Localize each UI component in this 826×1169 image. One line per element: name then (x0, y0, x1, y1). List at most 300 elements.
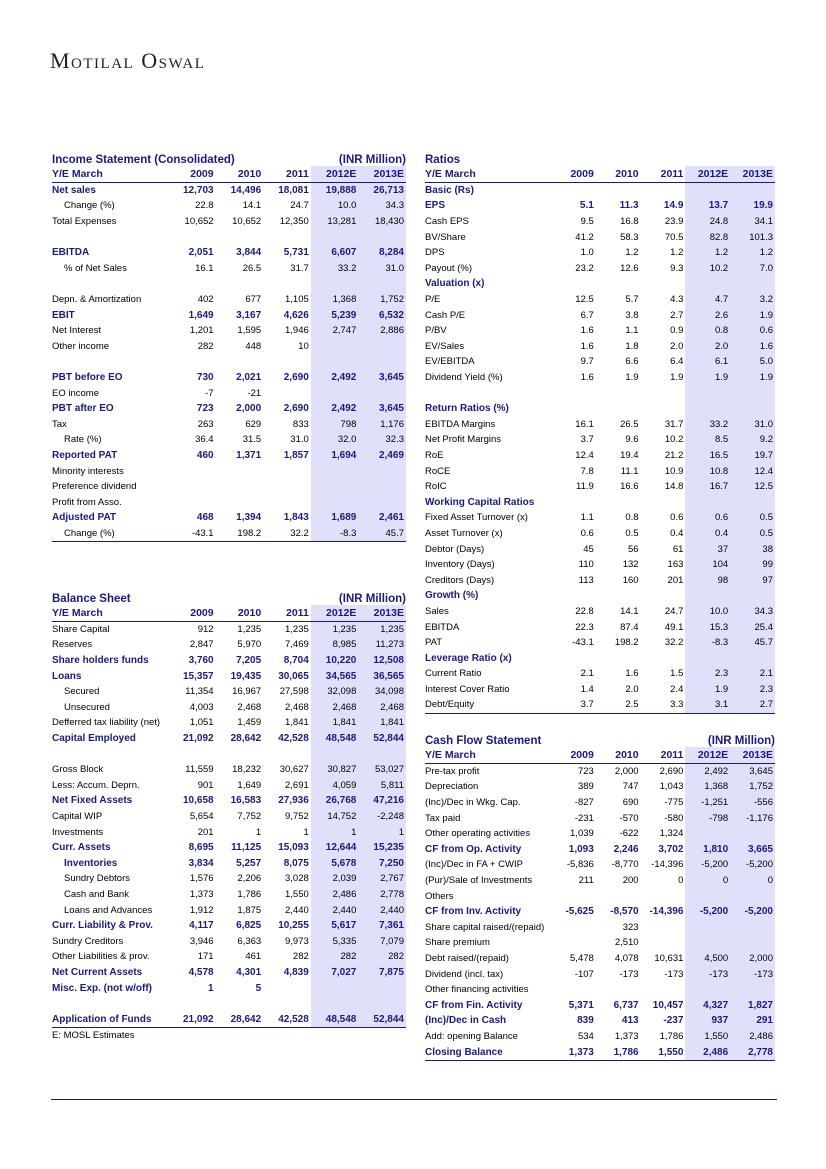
row-value (358, 354, 406, 370)
table-row (52, 198, 406, 214)
row-value: 28,642 (230, 733, 262, 745)
row-value: 1,394 (236, 512, 262, 524)
row-value: 31.7 (290, 262, 309, 274)
row-value: 2,468 (311, 700, 359, 716)
row-value: -237 (663, 1015, 684, 1027)
row-label: Secured (64, 686, 100, 698)
table-row (52, 385, 406, 401)
row-value (263, 980, 311, 996)
row-value: 5,970 (237, 639, 262, 651)
column-header-year: 2010 (596, 747, 641, 763)
row-value: 7.8 (580, 465, 594, 477)
row-value: -798 (685, 810, 730, 826)
row-value (730, 401, 775, 417)
row-value: 198.2 (614, 637, 639, 649)
row-value: 1.6 (730, 339, 775, 355)
row-value: 33.2 (685, 417, 730, 433)
row-value: 2.7 (670, 309, 684, 321)
table-row (425, 920, 775, 936)
row-value: 27,936 (278, 795, 309, 807)
row-value (596, 650, 641, 666)
row-value: 2,492 (311, 401, 359, 417)
row-value: 7,205 (236, 655, 262, 667)
row-value: 2.0 (685, 339, 730, 355)
table-row (52, 339, 406, 355)
row-value: 1,649 (237, 779, 262, 791)
row-value: -231 (574, 812, 594, 824)
row-value: 1 (311, 824, 359, 840)
table-row (425, 826, 775, 842)
row-value: 15,357 (183, 670, 214, 682)
row-label: Net Fixed Assets (52, 795, 133, 807)
row-value: 31.7 (664, 418, 684, 430)
row-value: 282 (311, 949, 359, 965)
row-value: 1,105 (285, 294, 309, 306)
row-value: 1.5 (670, 668, 684, 680)
row-value: 1,371 (236, 449, 262, 461)
row-value: 1,946 (285, 325, 309, 337)
row-value (263, 229, 311, 245)
column-header-label: Y/E March (52, 605, 168, 621)
row-value: 7,027 (311, 965, 359, 981)
row-value: 2.0 (670, 340, 684, 352)
row-value: 690 (622, 797, 639, 809)
row-value: 1.1 (580, 512, 594, 524)
row-value: 14.1 (620, 605, 639, 617)
row-value: 12.4 (575, 449, 594, 461)
brand-logo: Motilal Oswal (50, 48, 206, 73)
table-row (425, 873, 775, 889)
row-value (216, 494, 264, 510)
row-value: 0.8 (625, 512, 639, 524)
table-row (52, 746, 406, 762)
table-row (52, 824, 406, 840)
column-header-year: 2011 (641, 747, 686, 763)
table-row (425, 292, 775, 308)
row-value: 468 (196, 512, 214, 524)
row-value: 21,092 (168, 1011, 216, 1027)
row-value: 3,702 (658, 843, 684, 855)
row-value: 10.0 (685, 604, 730, 620)
row-value: 912 (197, 623, 214, 635)
table-row (425, 650, 775, 666)
row-label: Other financing activities (425, 984, 529, 996)
row-value (216, 479, 264, 495)
row-value: 16.6 (620, 481, 639, 493)
row-label: Profit from Asso. (52, 496, 122, 508)
row-value: 1,373 (551, 1044, 596, 1060)
row-value: 30,827 (311, 762, 359, 778)
row-label: Sundry Debtors (64, 873, 131, 885)
row-value (685, 276, 730, 292)
row-value (641, 920, 686, 936)
row-value: 5,731 (283, 247, 309, 259)
row-label: Less: Accum. Deprn. (52, 779, 140, 791)
row-value: 10 (298, 340, 309, 352)
row-value: 1,324 (659, 828, 684, 840)
row-value: 1.0 (580, 247, 594, 259)
row-value: 0.4 (685, 526, 730, 542)
row-label: Curr. Liability & Prov. (52, 920, 153, 932)
row-value: 163 (667, 559, 684, 571)
row-value: 19,435 (230, 670, 262, 682)
row-value: 7,752 (237, 811, 262, 823)
row-value: 3,645 (358, 370, 406, 386)
row-value: 282 (292, 951, 309, 963)
row-value: 10,652 (232, 216, 262, 228)
row-value: 1.9 (685, 370, 730, 386)
table-row (425, 1044, 775, 1060)
row-label (52, 746, 168, 762)
row-value: 10.2 (664, 434, 684, 446)
row-value: 27,598 (279, 686, 309, 698)
row-value: 0.5 (730, 510, 775, 526)
row-value (641, 494, 686, 510)
row-value: 1,841 (311, 715, 359, 731)
row-value: 61 (672, 543, 684, 555)
row-value: 2.1 (580, 668, 594, 680)
row-value: 6.7 (580, 309, 594, 321)
row-value (730, 982, 775, 998)
row-label: Tax paid (425, 812, 461, 824)
row-value: 52,844 (358, 1011, 406, 1027)
row-value: 3.1 (685, 697, 730, 713)
row-value: 2,461 (358, 510, 406, 526)
row-value: -556 (730, 795, 775, 811)
row-label: Share holders funds (52, 655, 149, 667)
row-value: 12,350 (279, 216, 309, 228)
balance-sheet-title: Balance Sheet (52, 593, 131, 605)
row-label: Inventories (64, 857, 118, 869)
row-value: 2.3 (685, 666, 730, 682)
row-value: 1,235 (285, 623, 309, 635)
table-row (425, 276, 775, 292)
row-value: 1.2 (670, 247, 684, 259)
row-value: 6.1 (685, 354, 730, 370)
row-value: -173 (664, 968, 684, 980)
column-header-year: 2013E (358, 605, 406, 621)
row-value: 1,373 (614, 1030, 639, 1042)
row-value: 38 (730, 541, 775, 557)
row-label (52, 354, 168, 370)
row-value: 53,027 (358, 762, 406, 778)
row-value (311, 385, 359, 401)
table-row (52, 965, 406, 981)
column-header-year: 2010 (596, 166, 641, 182)
row-value: 6,737 (613, 999, 639, 1011)
column-header-year: 2011 (641, 166, 686, 182)
row-label: Asset Turnover (x) (425, 527, 503, 539)
row-value: 16,967 (232, 686, 262, 698)
table-row (52, 432, 406, 448)
row-value: 2,039 (311, 871, 359, 887)
row-value: 1,694 (311, 448, 359, 464)
row-value (596, 401, 641, 417)
row-value: 2,767 (358, 871, 406, 887)
row-value: 4,117 (189, 920, 214, 932)
row-value: 2.7 (730, 697, 775, 713)
row-label: P/BV (425, 325, 447, 337)
row-value: 3.7 (551, 697, 596, 713)
row-label: EPS (425, 200, 446, 212)
income-statement-table (52, 166, 406, 542)
row-value (168, 996, 216, 1012)
row-value: 2,492 (685, 763, 730, 779)
row-value: 10,220 (311, 653, 359, 669)
cash-flow-table (425, 747, 775, 1061)
row-label: Capital WIP (52, 811, 103, 823)
row-value: 18,232 (232, 764, 262, 776)
row-value (596, 982, 641, 998)
row-value: 33.2 (311, 261, 359, 277)
row-value: 201 (197, 826, 214, 838)
row-value: 7,361 (358, 918, 406, 934)
table-header-row (425, 747, 775, 763)
row-value: 4.7 (685, 292, 730, 308)
row-value: 2.3 (730, 682, 775, 698)
row-value: 6,825 (236, 920, 262, 932)
cash-flow-panel (425, 732, 775, 1061)
row-value (596, 276, 641, 292)
row-value: 6.6 (625, 356, 639, 368)
row-label (425, 385, 551, 401)
row-value: 4,500 (685, 951, 730, 967)
row-value: 1,786 (237, 888, 262, 900)
row-label: (Inc)/Dec in Wkg. Cap. (425, 797, 521, 809)
table-row (425, 198, 775, 214)
row-value (641, 982, 686, 998)
table-row (52, 778, 406, 794)
row-label: Change (%) (52, 526, 168, 542)
row-value: 2.5 (596, 697, 641, 713)
row-value: 9.7 (580, 356, 594, 368)
row-value: 198.2 (216, 526, 264, 542)
row-label: CF from Op. Activity (425, 843, 522, 855)
row-value: 22.8 (575, 605, 594, 617)
row-value (263, 354, 311, 370)
row-label: Share capital raised/(repaid) (425, 921, 545, 933)
row-label: Creditors (Days) (425, 574, 495, 586)
income-statement-panel (52, 151, 406, 542)
row-value: 263 (197, 418, 214, 430)
row-value: 82.8 (685, 229, 730, 245)
row-label: Net Interest (52, 325, 102, 337)
row-value: 31.5 (242, 434, 262, 446)
row-value: 7,469 (285, 639, 309, 651)
row-value: 36,565 (358, 668, 406, 684)
table-row (425, 795, 775, 811)
row-value (730, 888, 775, 904)
row-value (168, 354, 216, 370)
row-value: 1,841 (358, 715, 406, 731)
row-label: Current Ratio (425, 668, 482, 680)
row-value: 16.8 (620, 216, 639, 228)
row-value: 3,028 (285, 873, 309, 885)
row-value (730, 826, 775, 842)
row-value: 3,844 (236, 247, 262, 259)
table-row (52, 370, 406, 386)
row-value (311, 229, 359, 245)
row-label: Change (%) (64, 200, 115, 212)
row-value (358, 746, 406, 762)
row-value: -173 (685, 966, 730, 982)
row-value: 1,235 (358, 621, 406, 637)
balance-sheet-panel (52, 590, 406, 1041)
row-value: 677 (245, 294, 262, 306)
table-row (52, 918, 406, 934)
row-value: 2,000 (730, 951, 775, 967)
row-label: Debt raised/(repaid) (425, 953, 509, 965)
row-value: 1,176 (358, 417, 406, 433)
column-header-year: 2012E (311, 166, 359, 182)
table-row (425, 401, 775, 417)
row-value: 629 (245, 418, 262, 430)
balance-sheet-unit: (INR Million) (338, 593, 406, 605)
row-value: -43.1 (572, 637, 594, 649)
table-header-row (425, 166, 775, 182)
row-value: 3,167 (236, 309, 262, 321)
row-value: 2,691 (285, 779, 309, 791)
row-value: 1.2 (730, 245, 775, 261)
row-label: Share Capital (52, 623, 110, 635)
row-value (641, 888, 686, 904)
table-row (52, 684, 406, 700)
row-value: 1,550 (285, 888, 309, 900)
row-value (641, 935, 686, 951)
row-value: 15,235 (358, 840, 406, 856)
column-header-label: Y/E March (425, 166, 551, 182)
row-value (641, 588, 686, 604)
row-value: -1,251 (685, 795, 730, 811)
row-value: 2,000 (614, 765, 639, 777)
row-value: 747 (622, 781, 639, 793)
row-label: Curr. Assets (52, 842, 111, 854)
row-value (730, 935, 775, 951)
row-value: -5,200 (730, 857, 775, 873)
table-row (425, 526, 775, 542)
row-value: 10,631 (654, 953, 684, 965)
table-row (425, 588, 775, 604)
row-value: 5,678 (311, 856, 359, 872)
row-value: 11,125 (231, 842, 262, 854)
row-label: Preference dividend (52, 481, 137, 493)
table-row (52, 871, 406, 887)
column-header-year: 2013E (358, 166, 406, 182)
row-value: 22.8 (195, 200, 214, 212)
footer-rule (51, 1099, 777, 1100)
row-value: 1.2 (685, 245, 730, 261)
row-value: 1,373 (189, 888, 214, 900)
row-value: 0.5 (625, 527, 639, 539)
row-value: 4,301 (236, 966, 262, 978)
row-value: 200 (622, 875, 639, 887)
row-label (52, 276, 168, 292)
row-value: 47,216 (358, 793, 406, 809)
row-value: 110 (578, 559, 594, 571)
row-value: 211 (578, 875, 594, 887)
row-label: EBITDA (52, 247, 90, 259)
row-value: -5,625 (565, 906, 594, 918)
row-value: 1,043 (659, 781, 684, 793)
row-value: 2,492 (311, 370, 359, 386)
table-row (425, 904, 775, 920)
row-value: 1,039 (570, 828, 594, 840)
row-value: 6.4 (670, 356, 684, 368)
row-label: Payout (%) (425, 262, 472, 274)
row-value (685, 385, 730, 401)
row-value (168, 463, 216, 479)
row-value: 25.4 (730, 619, 775, 635)
row-value (168, 746, 216, 762)
row-label: RoE (425, 449, 444, 461)
table-row (425, 779, 775, 795)
row-label: P/E (425, 294, 441, 306)
row-value: -827 (574, 797, 594, 809)
row-value (551, 276, 596, 292)
row-value (358, 229, 406, 245)
row-value (641, 650, 686, 666)
row-value: 1.9 (670, 372, 684, 384)
row-label: PBT after EO (52, 403, 114, 415)
row-value: 3,665 (730, 842, 775, 858)
row-value: 1.2 (625, 247, 639, 259)
row-value: 98 (685, 572, 730, 588)
row-value: 1,093 (568, 843, 594, 855)
table-row (52, 323, 406, 339)
row-value: 41.2 (575, 231, 594, 243)
row-value: 5,654 (189, 811, 214, 823)
row-value: 56 (628, 543, 639, 555)
row-value (730, 385, 775, 401)
row-label: Fixed Asset Turnover (x) (425, 512, 528, 524)
row-label: Adjusted PAT (52, 512, 117, 524)
row-value: 0.6 (730, 323, 775, 339)
row-value: 48,548 (311, 1011, 359, 1027)
row-value: -14,396 (651, 859, 684, 871)
row-value: -2,248 (358, 809, 406, 825)
table-header-row (52, 605, 406, 621)
table-row (425, 479, 775, 495)
table-row (52, 307, 406, 323)
row-value: 3,645 (730, 763, 775, 779)
row-value: 10.9 (664, 465, 684, 477)
table-row (425, 245, 775, 261)
row-value (311, 463, 359, 479)
row-value: 48,548 (311, 731, 359, 747)
row-value: -43.1 (168, 526, 216, 542)
row-value: -14,396 (649, 906, 684, 918)
table-row (52, 401, 406, 417)
row-value: 2,051 (188, 247, 214, 259)
row-label: EO income (52, 387, 99, 399)
table-row (52, 526, 406, 542)
row-value (551, 935, 596, 951)
row-value: 14.9 (663, 200, 684, 212)
table-row (52, 354, 406, 370)
row-value: 1,235 (311, 621, 359, 637)
row-value: 201 (667, 574, 684, 586)
row-value (311, 339, 359, 355)
table-row (425, 635, 775, 651)
row-value: 2,690 (659, 765, 684, 777)
row-value: 0 (730, 873, 775, 889)
row-value: 31.0 (290, 434, 309, 446)
table-row (52, 292, 406, 308)
row-value: 0.4 (670, 527, 684, 539)
row-label (52, 996, 168, 1012)
row-value: 45.7 (358, 526, 406, 542)
row-value: 14,752 (311, 809, 359, 825)
